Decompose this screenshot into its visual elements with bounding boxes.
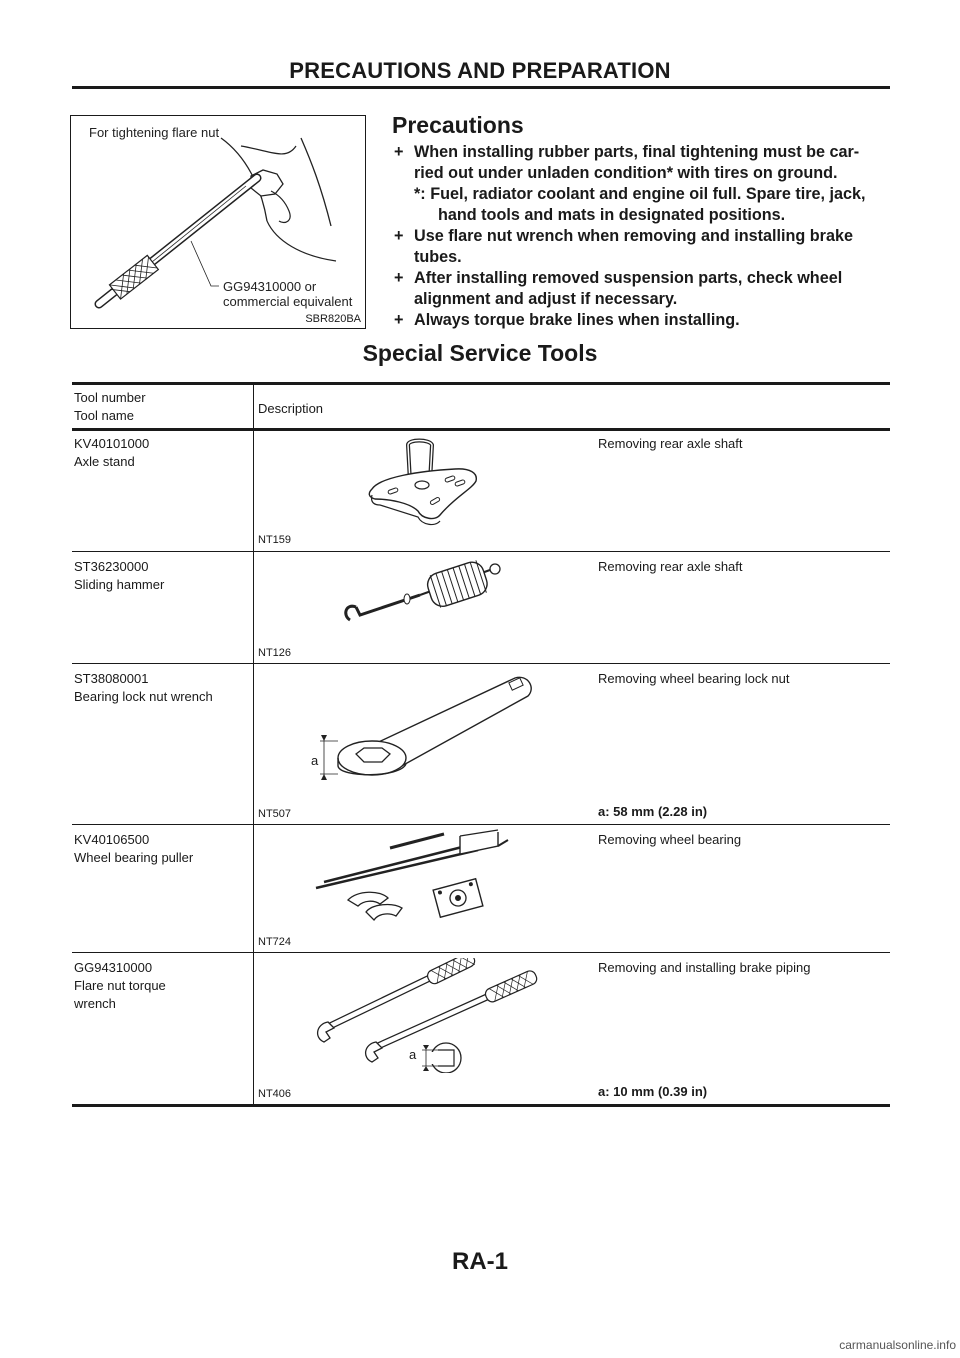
precaution-line: Use flare nut wrench when removing and installing brake [414,227,853,245]
figure-label-tool-line1: GG94310000 or [223,279,317,294]
flare-nut-figure [70,115,366,329]
lock-nut-wrench-icon [300,668,550,783]
sliding-hammer-icon [340,555,510,640]
flare-nut-wrench-icon [308,958,538,1073]
table-bottom-rule [72,1104,890,1107]
precaution-item [394,268,894,312]
precaution-footnote [394,184,894,228]
figure-code: SBR820BA [305,313,361,325]
tool-name: Axle stand [74,454,135,469]
tool-name: Sliding hammer [74,577,165,592]
tool-image-code: NT406 [258,1088,292,1100]
tool-description: Removing wheel bearing [598,832,742,847]
special-service-tools-heading: Special Service Tools [362,340,598,366]
table-row-rule [72,663,890,664]
precaution-line: After installing removed suspension parts, check wheel [414,269,843,287]
bearing-puller-icon [308,828,528,923]
header-rule [72,86,890,89]
bullet-icon: + [394,227,404,245]
dimension-label: a [311,753,319,768]
watermark: carmanualsonline.info [839,1338,956,1352]
column-header-description: Description [258,401,324,416]
bullet-icon: + [394,269,404,287]
tool-name: Flare nut torque [74,978,166,993]
precaution-item [394,226,894,270]
tool-image-code: NT126 [258,647,292,659]
axle-stand-icon [360,437,490,532]
precaution-line: alignment and adjust if necessary. [414,290,678,308]
table-top-rule [72,382,890,385]
precaution-line: When installing rubber parts, final tightening must be car- [414,143,860,161]
precaution-line: *: Fuel, radiator coolant and engine oil full. Spare tire, jack, [414,185,866,203]
page-number: RA-1 [451,1248,508,1275]
precaution-line: ried out under unladen condition* with tires on ground. [414,164,838,182]
tool-description: Removing rear axle shaft [598,436,743,451]
dimension-label: a [409,1047,417,1062]
tool-number: GG94310000 [74,960,153,975]
precautions-heading: Precautions [392,112,524,138]
column-header-tool-name: Tool name [74,408,134,423]
table-row-rule [72,952,890,953]
column-header-tool-number: Tool number [74,390,146,405]
precaution-item [394,310,894,332]
tool-spec: a: 10 mm (0.39 in) [598,1084,708,1099]
table-column-divider [253,383,254,1105]
precaution-line: Always torque brake lines when installing. [414,311,740,329]
tool-number: ST36230000 [74,559,149,574]
table-row-rule [72,551,890,552]
tool-image-code: NT507 [258,808,292,820]
table-header-rule [72,428,890,431]
tool-name: wrench [74,996,116,1011]
tool-spec: a: 58 mm (2.28 in) [598,804,708,819]
tool-number: KV40101000 [74,436,150,451]
tool-image-code: NT724 [258,936,292,948]
tool-description: Removing wheel bearing lock nut [598,671,790,686]
bullet-icon: + [394,143,404,161]
tool-image-code: NT159 [258,534,292,546]
tool-description: Removing rear axle shaft [598,559,743,574]
tool-number: ST38080001 [74,671,149,686]
precaution-line: tubes. [414,248,462,266]
figure-label-tool-line2: commercial equivalent [223,294,353,309]
precaution-item [394,142,894,186]
figure-label-top: For tightening flare nut [89,125,220,140]
precaution-line: hand tools and mats in designated positions. [438,206,786,224]
bullet-icon: + [394,311,404,329]
section-title: PRECAUTIONS AND PREPARATION [289,58,671,83]
table-row-rule [72,824,890,825]
tool-name: Wheel bearing puller [74,850,194,865]
tool-description: Removing and installing brake piping [598,960,811,975]
tool-name: Bearing lock nut wrench [74,689,213,704]
tool-number: KV40106500 [74,832,150,847]
